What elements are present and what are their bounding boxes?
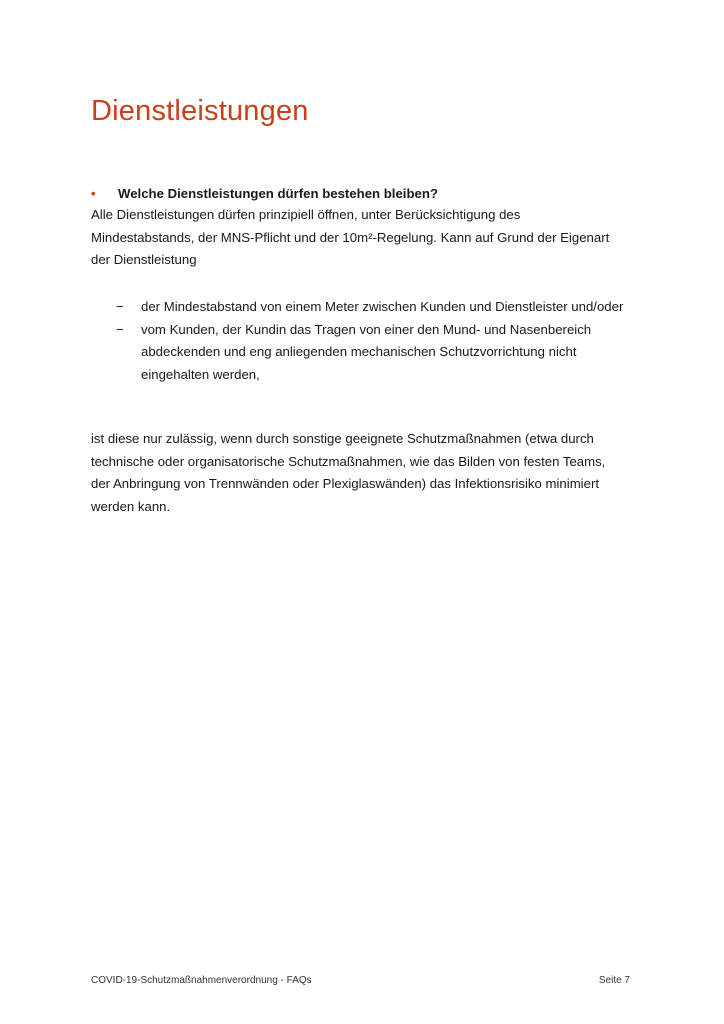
dash-icon: − — [116, 321, 124, 337]
paragraph-line: Alle Dienstleistungen dürfen prinzipiell öffnen, unter Berücksichtigung des — [91, 207, 521, 222]
list-item-text: vom Kunden, der Kundin das Tragen von einer den Mund- und Nasenbereich abdeckenden und eng anliegenden mechanischen Schutzvorrichtung nicht eingehalten werden, — [141, 321, 592, 382]
paragraph-line: der Dienstleistung — [91, 252, 197, 267]
question-item — [91, 183, 438, 205]
question-text: Welche Dienstleistungen dürfen bestehen bleiben? — [118, 186, 438, 201]
dash-icon: − — [116, 299, 124, 314]
paragraph-line: der Anbringung von Trennwänden oder Plexiglaswänden) das Infektionsrisiko minimiert — [91, 476, 600, 491]
paragraph-line: technische oder organisatorische Schutzmaßnahmen, wie das Bilden von festen Teams, — [91, 453, 606, 469]
conclusion-paragraph — [91, 428, 651, 518]
list-item — [116, 319, 636, 387]
list-item-text: der Mindestabstand von einem Meter zwischen Kunden und Dienstleister und/oder — [141, 299, 624, 314]
section-title: Dienstleistungen — [91, 95, 309, 127]
list-item — [116, 296, 636, 319]
intro-paragraph — [91, 204, 651, 272]
bullet-icon: • — [91, 186, 96, 201]
condition-list — [116, 296, 636, 386]
footer-document-title: COVID-19-Schutzmaßnahmenverordnung - FAQs — [91, 975, 312, 986]
paragraph-line: ist diese nur zulässig, wenn durch sonstige geeignete Schutzmaßnahmen (etwa durch — [91, 431, 594, 446]
paragraph-line: werden kann. — [91, 498, 171, 514]
footer-page-number: Seite 7 — [598, 975, 630, 986]
paragraph-line: Mindestabstands, der MNS-Pflicht und der 10m²-Regelung. Kann auf Grund der Eigenart — [91, 229, 610, 245]
